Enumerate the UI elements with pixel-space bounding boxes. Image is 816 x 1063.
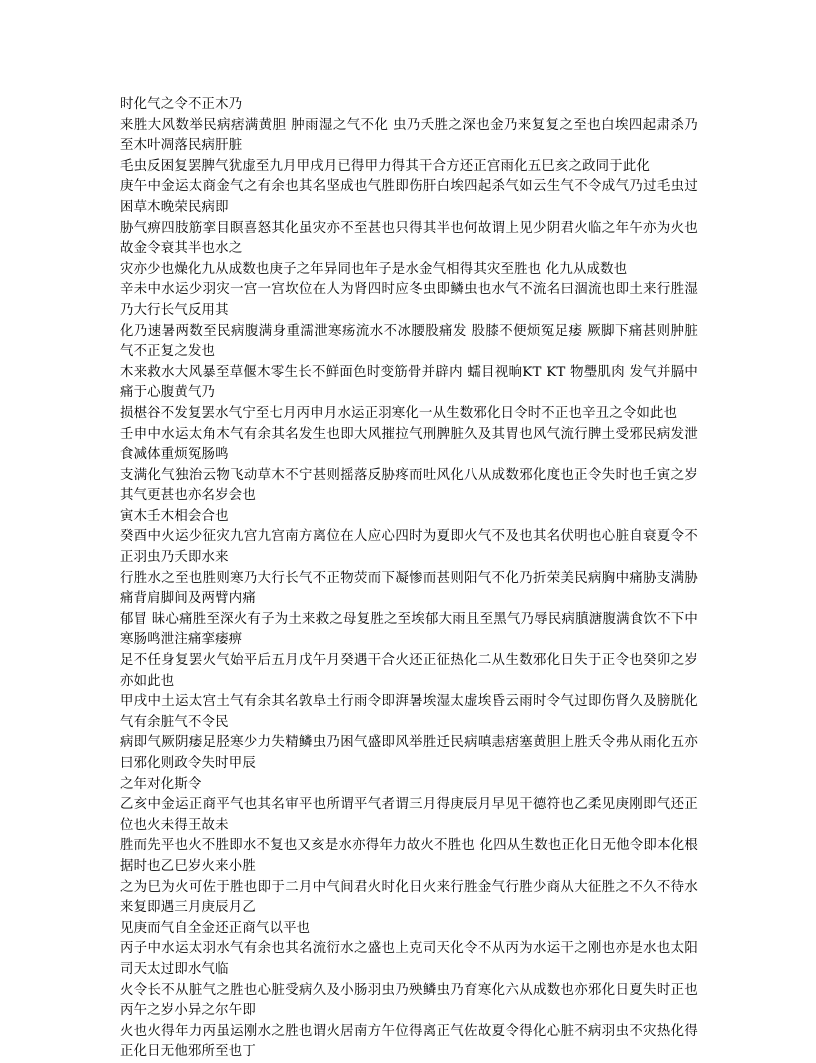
paragraph: 胜而先平也火不胜即水不复也又亥是水亦得年力故火不胜也 化四从生数也正化日无他令即本化根据时也乙巳岁火来小胜 xyxy=(120,838,698,874)
paragraph: 毛虫反困复罢脾气犹虚至九月甲戌月已得甲力得其干合方还正宫雨化五巳亥之政同于此化 xyxy=(120,158,651,174)
paragraph: 见庚而气自全金还正商气以平也 xyxy=(120,920,311,936)
paragraph: 病即气厥阴痿足胫寒少力失精鳞虫乃困气盛即风举胜迁民病嗔恚痞塞黄胆上胜夭令弗从雨化五亦曰邪化则政令失时甲辰 xyxy=(120,735,698,771)
paragraph: 之年对化斯令 xyxy=(120,776,202,792)
paragraph: 辛未中水运少羽灾一宫一宫坎位在人为肾四时应冬虫即鳞虫也水气不流名曰涸流也即土来行胜湿乃大行长气反用其 xyxy=(120,282,698,318)
paragraph: 丙子中水运太羽水气有余也其名流衍水之盛也上克司天化令不从丙为水运干之刚也亦是水也太阳司天太过即水气临 xyxy=(120,941,698,977)
paragraph: 损椹谷不发复罢水气宁至七月丙申月水运正羽寒化一从生数邪化日令时不正也辛丑之令如此也 xyxy=(120,405,678,421)
paragraph: 火也火得年力丙虽运刚水之胜也谓火居南方午位得离正气佐故夏令得化心脏不病羽虫不灾热化得正化日无他邪所至也丁 xyxy=(120,1023,698,1060)
paragraph: 甲戌中土运太宫土气有余其名敦阜土行雨令即湃暑埃湿太虚埃昏云雨时令气过即伤肾久及膀胱化气有余脏气不令民 xyxy=(120,694,698,730)
paragraph: 支满化气独治云物飞动草木不宁甚则摇落反胁疼而吐风化八从成数邪化度也正令失时也壬寅之岁其气更甚也亦名岁会也 xyxy=(120,467,698,504)
paragraph: 寅木壬木相会合也 xyxy=(120,508,229,524)
paragraph: 木来救水大风暴至草偃木零生长不鲜面色时变筋骨并辟内 蠕目视晌KT KT 物璺肌肉 发气并膈中痛于心腹黄气乃 xyxy=(120,364,698,401)
document-page xyxy=(120,95,698,1063)
paragraph: 乙亥中金运正商平气也其名审平也所谓平气者谓三月得庚辰月早见干德符也乙柔见庚刚即气还正位也火未得王故未 xyxy=(120,797,698,833)
paragraph: 足不任身复罢火气始平后五月戊午月癸遇干合火还正征热化二从生数邪化日失于正令也癸卯之岁亦如此也 xyxy=(120,653,698,689)
paragraph: 之为巳为火可佐于胜也即于二月中气间君火时化日火来行胜金气行胜少商从大征胜之不久不待水来复即遇三月庚辰月乙 xyxy=(120,879,698,916)
paragraph: 郁冒 昧心痛胜至深火有子为土来救之母复胜之至埃郁大雨且至黑气乃辱民病䐜溏腹满食饮不下中寒肠鸣泄注痛挛痿痹 xyxy=(120,611,698,648)
paragraph: 行胜水之至也胜则寒乃大行长气不正物荧而下凝惨而甚则阳气不化乃折荣美民病胸中痛胁支满胁痛背肩脚间及两臂内痛 xyxy=(120,570,698,607)
paragraph: 时化气之令不正木乃 xyxy=(120,97,243,112)
paragraph: 化乃速暑两数至民病腹满身重濡泄寒疡流水不冰腰股痛发 股膝不便烦冤足痿 厥脚下痛甚则肿脏气不正复之发也 xyxy=(120,323,698,360)
paragraph: 火令长不从脏气之胜也心脏受病久及小肠羽虫乃殃鳞虫乃育寒化六从成数也亦邪化日夏失时正也丙午之岁小异之尔午即 xyxy=(120,982,698,1019)
paragraph: 胁气痹四肢筋挛目瞑喜怒其化虽灾亦不至甚也只得其半也何故谓上见少阴君火临之年午亦为火也故金令衰其半也水之 xyxy=(120,220,698,257)
paragraph: 癸酉中火运少征灾九宫九宫南方离位在人应心四时为夏即火气不及也其名伏明也心脏自衰夏令不正羽虫乃夭即水来 xyxy=(120,529,698,566)
paragraph: 庚午中金运太商金气之有余也其名坚成也气胜即伤肝白埃四起杀气如云生气不令成气乃过毛虫过困草木晚荣民病即 xyxy=(120,179,698,215)
paragraph: 来胜大风数举民病痞满黄胆 肿雨湿之气不化 虫乃夭胜之深也金乃来复复之至也白埃四起肃杀乃至木叶凋落民病肝脏 xyxy=(120,117,698,154)
paragraph: 壬申中水运太角木气有余其名发生也即大风摧拉气刑脾脏久及其胃也风气流行脾土受邪民病发泄食减体重烦冤肠鸣 xyxy=(120,426,698,463)
paragraph: 灾亦少也燥化九从成数也庚子之年异同也年子是水金气相得其灾至胜也 化九从成数也 xyxy=(120,261,628,277)
